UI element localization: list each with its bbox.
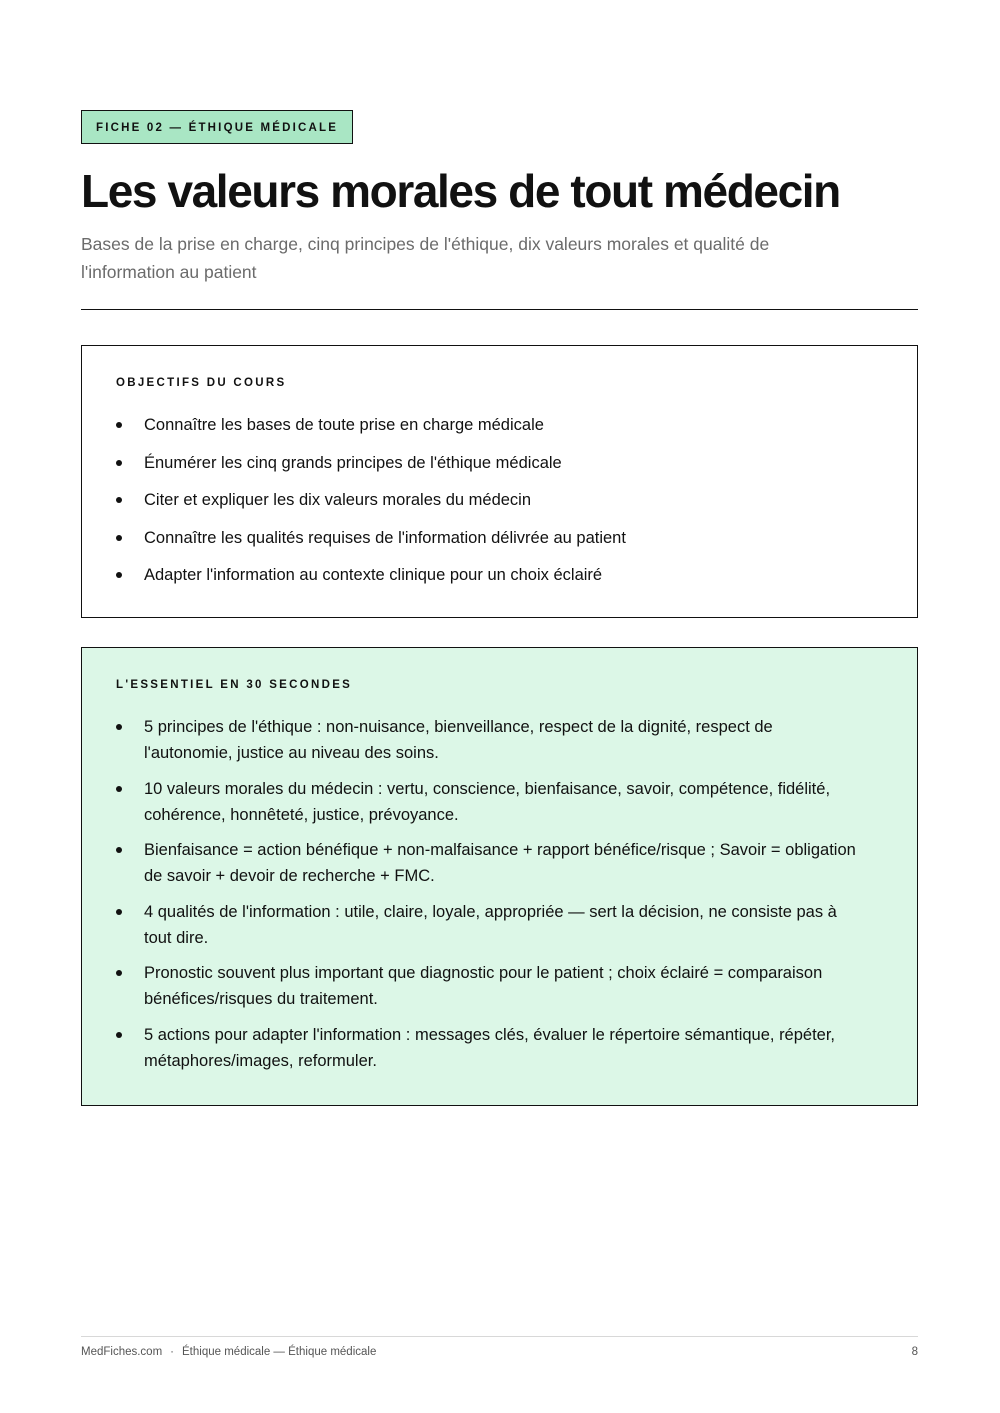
- page-subtitle: Bases de la prise en charge, cinq principes de l'éthique, dix valeurs morales et qualité de l'information au patient: [81, 234, 770, 282]
- list-item-text: 5 principes de l'éthique : non-nuisance, bienveillance, respect de la dignité, respect de l'autonomie, justice au niveau des soins.: [144, 718, 773, 762]
- footer-left: [81, 1345, 376, 1359]
- bullet-icon: [116, 422, 122, 428]
- objectives-label: OBJECTIFS DU COURS: [116, 377, 287, 389]
- bullet-icon: [116, 1032, 122, 1038]
- list-item: [116, 714, 883, 766]
- page-title: Les valeurs morales de tout médecin: [81, 165, 840, 217]
- list-item-text: 5 actions pour adapter l'information : messages clés, évaluer le répertoire sémantique, répéter, métaphores/images, reformuler.: [144, 1025, 836, 1070]
- list-item: [116, 525, 883, 551]
- list-item-text: 10 valeurs morales du médecin : vertu, conscience, bienfaisance, savoir, compétence, fidélité, cohérence, honnêteté, justice, prévoyance.: [144, 779, 831, 824]
- list-item: [116, 487, 883, 513]
- list-item-text: Connaître les bases de toute prise en charge médicale: [144, 416, 544, 434]
- bullet-icon: [116, 460, 122, 466]
- document-page: [81, 0, 918, 1413]
- essentials-list: [116, 714, 883, 1074]
- objectives-list: [116, 412, 883, 588]
- footer-section: Éthique médicale — Éthique médicale: [182, 1346, 377, 1358]
- list-item-text: Adapter l'information au contexte clinique pour un choix éclairé: [144, 566, 603, 584]
- essentials-box: [81, 647, 918, 1106]
- footer-divider: [81, 1336, 918, 1337]
- list-item: [116, 837, 883, 889]
- fiche-tag: FICHE 02 — ÉTHIQUE MÉDICALE: [81, 110, 353, 144]
- list-item: [116, 960, 883, 1012]
- list-item: [116, 776, 883, 828]
- bullet-icon: [116, 909, 122, 915]
- list-item-text: Connaître les qualités requises de l'information délivrée au patient: [144, 528, 626, 547]
- bullet-icon: [116, 724, 122, 730]
- header-divider: [81, 309, 918, 310]
- list-item: [116, 450, 883, 476]
- bullet-icon: [116, 970, 122, 976]
- bullet-icon: [116, 786, 122, 792]
- list-item-text: Pronostic souvent plus important que diagnostic pour le patient ; choix éclairé = comparaison bénéfices/risques du traitement.: [144, 964, 823, 1008]
- bullet-icon: [116, 535, 122, 541]
- bullet-icon: [116, 572, 122, 578]
- bullet-icon: [116, 847, 122, 853]
- bullet-icon: [116, 497, 122, 503]
- list-item-text: Énumérer les cinq grands principes de l'éthique médicale: [144, 453, 562, 472]
- page-number: 8: [911, 1346, 918, 1358]
- essentials-label: L'ESSENTIEL EN 30 SECONDES: [116, 679, 353, 691]
- footer-separator: ·: [170, 1346, 175, 1358]
- objectives-box: [81, 345, 918, 618]
- list-item-text: 4 qualités de l'information : utile, claire, loyale, appropriée — sert la décision, ne consiste pas à tout dire.: [144, 902, 837, 947]
- footer-site: MedFiches.com: [81, 1346, 163, 1358]
- list-item-text: Bienfaisance = action bénéfique + non-malfaisance + rapport bénéfice/risque ; Savoir = obligation de savoir + devoir de recherche + FMC.: [144, 841, 856, 885]
- list-item-text: Citer et expliquer les dix valeurs morales du médecin: [144, 491, 532, 509]
- list-item: [116, 562, 883, 588]
- list-item: [116, 1022, 883, 1074]
- list-item: [116, 899, 883, 951]
- list-item: [116, 412, 883, 438]
